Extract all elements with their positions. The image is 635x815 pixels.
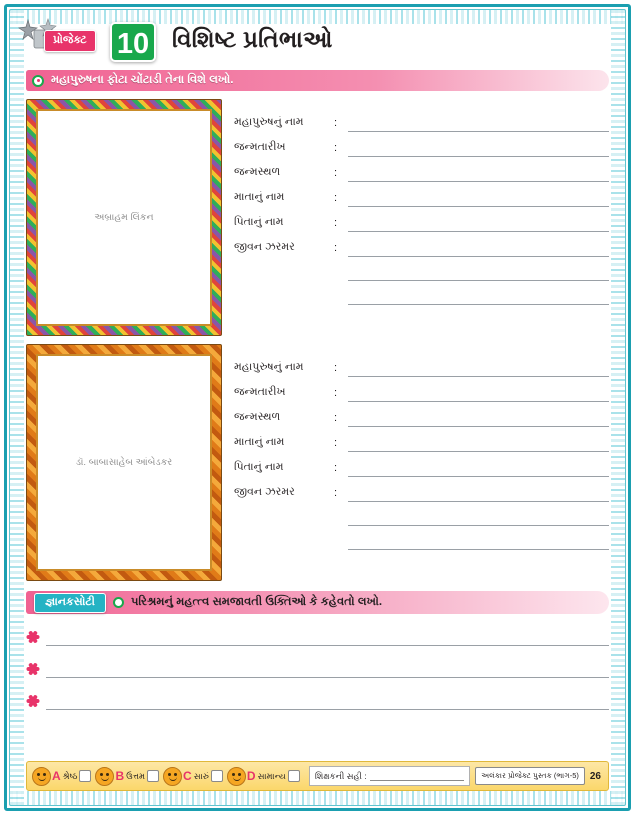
field-row-mother <box>234 182 609 207</box>
field-label-father: પિતાનું નામ <box>234 216 284 228</box>
field-input-birthplace[interactable] <box>348 165 609 182</box>
field-label-life: જીવન ઝરમર <box>234 486 295 498</box>
field-input-name[interactable] <box>348 115 609 132</box>
field-row-life <box>234 232 609 257</box>
field-row-life-extra <box>234 257 609 281</box>
field-input-father[interactable] <box>348 215 609 232</box>
field-input-life-extra-1[interactable] <box>348 509 609 526</box>
person-fields-1 <box>222 99 609 336</box>
field-colon: : <box>334 462 338 474</box>
answer-input-3[interactable] <box>46 690 609 710</box>
gyan-kasoti-bar <box>26 591 609 614</box>
page-title: વિશિષ્ટ પ્રતિભાઓ <box>172 26 333 52</box>
field-colon: : <box>334 487 338 499</box>
photo-paste-area-2[interactable] <box>36 354 212 571</box>
asterisk-icon <box>26 662 40 676</box>
asterisk-icon <box>26 694 40 708</box>
grade-checkbox-d[interactable] <box>288 770 300 782</box>
gyan-kasoti-tag: જ્ઞાનકસોટી <box>34 593 106 613</box>
field-colon: : <box>334 192 338 204</box>
page-header <box>32 20 609 66</box>
answer-input-1[interactable] <box>46 626 609 646</box>
person-block-1 <box>26 99 609 336</box>
bullet-icon <box>113 597 124 608</box>
field-label-mother: માતાનું નામ <box>234 436 285 448</box>
field-row-life-extra <box>234 502 609 526</box>
field-row-dob <box>234 377 609 402</box>
photo-frame-2[interactable] <box>26 344 222 581</box>
smiley-face-icon <box>227 767 246 786</box>
answer-line-3 <box>26 682 609 710</box>
photo-caption-1: અબ્રાહમ લિંકન <box>94 212 154 223</box>
grade-letter-c: C <box>183 769 192 783</box>
field-input-life[interactable] <box>348 240 609 257</box>
bullet-icon <box>32 75 44 87</box>
field-label-name: મહાપુરુષનું નામ <box>234 361 304 373</box>
field-input-life[interactable] <box>348 485 609 502</box>
field-input-life-extra-2[interactable] <box>348 533 609 550</box>
photo-caption-2: ડૉ. બાબાસાહેબ આંબેડકર <box>75 457 173 468</box>
page-content <box>26 20 609 793</box>
answer-line-2 <box>26 650 609 678</box>
grade-letter-d: D <box>246 769 256 783</box>
smiley-face-icon <box>32 767 51 786</box>
field-input-life-extra-1[interactable] <box>348 264 609 281</box>
project-number: 10 <box>110 22 156 62</box>
footer-bar <box>26 761 609 791</box>
field-colon: : <box>334 437 338 449</box>
instruction-text: મહાપુરુષના ફોટા ચોંટાડી તેના વિશે લખો. <box>51 74 234 86</box>
grade-label-a: શ્રેષ્ઠ <box>62 770 78 781</box>
grade-letter-b: B <box>115 769 125 783</box>
field-input-mother[interactable] <box>348 190 609 207</box>
grade-checkbox-c[interactable] <box>211 770 223 782</box>
field-colon: : <box>334 142 338 154</box>
grade-item-c <box>163 767 223 786</box>
grade-checkbox-a[interactable] <box>79 770 91 782</box>
signature-line[interactable] <box>370 771 465 781</box>
project-tag: પ્રોજેક્ટ <box>44 30 96 52</box>
field-row-life-extra <box>234 526 609 550</box>
smiley-face-icon <box>163 767 182 786</box>
field-colon: : <box>334 412 338 424</box>
answer-input-2[interactable] <box>46 658 609 678</box>
field-row-dob <box>234 132 609 157</box>
page-number: 26 <box>589 770 601 782</box>
gyan-kasoti-text: પરિશ્રમનું મહત્ત્વ સમજાવતી ઉક્તિઓ કે કહેવતો લખો. <box>130 596 383 608</box>
field-label-birthplace: જન્મસ્થળ <box>234 411 281 423</box>
field-row-birthplace <box>234 157 609 182</box>
field-colon: : <box>334 242 338 254</box>
grade-checkbox-b[interactable] <box>147 770 159 782</box>
field-label-dob: જન્મતારીખ <box>234 386 286 398</box>
field-label-birthplace: જન્મસ્થળ <box>234 166 281 178</box>
grade-label-c: સારું <box>193 770 209 781</box>
asterisk-icon <box>26 630 40 644</box>
field-row-life <box>234 477 609 502</box>
book-title-tag: અલંકાર પ્રોજેક્ટ પુસ્તક (ભાગ-5) <box>475 767 585 785</box>
field-label-mother: માતાનું નામ <box>234 191 285 203</box>
field-row-birthplace <box>234 402 609 427</box>
field-input-life-extra-2[interactable] <box>348 288 609 305</box>
field-label-father: પિતાનું નામ <box>234 461 284 473</box>
field-input-dob[interactable] <box>348 140 609 157</box>
teacher-signature-label: શિક્ષકની સહી : <box>314 770 367 781</box>
field-colon: : <box>334 167 338 179</box>
smiley-face-icon <box>95 767 114 786</box>
field-label-dob: જન્મતારીખ <box>234 141 286 153</box>
field-row-father <box>234 452 609 477</box>
answer-line-1 <box>26 618 609 646</box>
teacher-signature-field[interactable] <box>309 766 470 786</box>
field-input-dob[interactable] <box>348 385 609 402</box>
field-input-birthplace[interactable] <box>348 410 609 427</box>
field-input-father[interactable] <box>348 460 609 477</box>
field-input-name[interactable] <box>348 360 609 377</box>
field-label-life: જીવન ઝરમર <box>234 241 295 253</box>
field-colon: : <box>334 217 338 229</box>
grade-letter-a: A <box>52 769 61 783</box>
instruction-bar <box>26 70 609 91</box>
photo-paste-area-1[interactable] <box>36 109 212 326</box>
grade-item-a <box>32 767 91 786</box>
field-row-name <box>234 352 609 377</box>
grade-label-d: સામાન્ય <box>257 770 286 781</box>
field-row-life-extra <box>234 281 609 305</box>
field-input-mother[interactable] <box>348 435 609 452</box>
grade-label-b: ઉત્તમ <box>126 770 146 781</box>
field-row-name <box>234 107 609 132</box>
field-label-name: મહાપુરુષનું નામ <box>234 116 304 128</box>
photo-frame-1[interactable] <box>26 99 222 336</box>
field-row-mother <box>234 427 609 452</box>
grade-item-b <box>95 767 159 786</box>
field-colon: : <box>334 387 338 399</box>
field-colon: : <box>334 117 338 129</box>
person-fields-2 <box>222 344 609 581</box>
person-block-2 <box>26 344 609 581</box>
field-row-father <box>234 207 609 232</box>
grade-item-d <box>227 767 300 786</box>
field-colon: : <box>334 362 338 374</box>
